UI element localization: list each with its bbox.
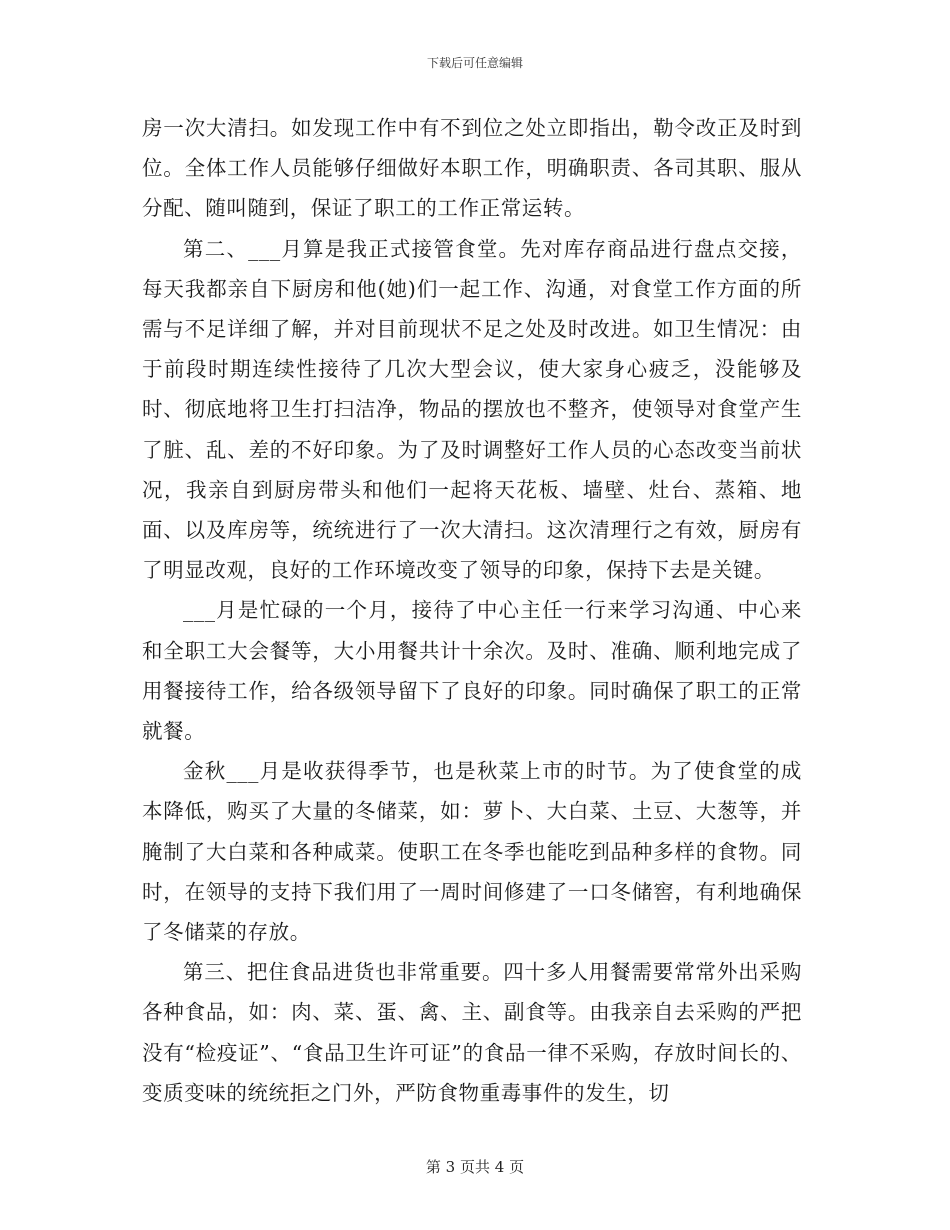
page-header: 下载后可任意编辑 — [426, 56, 523, 70]
document-body — [142, 108, 802, 1113]
paragraph-2: 第二、___月算是我正式接管食堂。先对库存商品进行盘点交接，每天我都亲自下厨房和他(她)们一起工作、沟通，对食堂工作方面的所需与不足详细了解，并对目前现状不足之处及时改进。如卫生情况：由于前段时期连续性接待了几次大型会议，使大家身心疲乏，没能够及时、彻底地将卫生打扫洁净，物品的摆放也不整齐，使领导对食堂产生了脏、乱、差的不好印象。为了及时调整好工作人员的心态改变当前状况，我亲自到厨房带头和他们一起将天花板、墙壁、灶台、蒸箱、地面、以及库房等，统统进行了一次大清扫。这次清理行之有效，厨房有了明显改观，良好的工作环境改变了领导的印象，保持下去是关键。 — [142, 236, 802, 583]
paragraph-3: ___月是忙碌的一个月，接待了中心主任一行来学习沟通、中心来和全职工大会餐等，大小用餐共计十余次。及时、准确、顺利地完成了用餐接待工作，给各级领导留下了良好的印象。同时确保了职工的正常就餐。 — [142, 598, 802, 744]
paragraph-5: 第三、把住食品进货也非常重要。四十多人用餐需要常常外出采购各种食品，如：肉、菜、蛋、禽、主、副食等。由我亲自去采购的严把没有“检疫证”、“食品卫生许可证”的食品一律不采购，存放时间长的、变质变味的统统拒之门外，严防食物重毒事件的发生，切 — [142, 960, 802, 1105]
paragraph-1: 房一次大清扫。如发现工作中有不到位之处立即指出，勒令改正及时到位。全体工作人员能够仔细做好本职工作，明确职责、各司其职、服从分配、随叫随到，保证了职工的工作正常运转。 — [142, 116, 802, 221]
page-number: 第 3 页共 4 页 — [425, 1158, 525, 1176]
paragraph-4: 金秋___月是收获得季节，也是秋菜上市的时节。为了使食堂的成本降低，购买了大量的冬储菜，如：萝卜、大白菜、土豆、大葱等，并腌制了大白菜和各种咸菜。使职工在冬季也能吃到品种多样的食物。同时，在领导的支持下我们用了一周时间修建了一口冬储窖，有利地确保了冬储菜的存放。 — [142, 759, 802, 945]
